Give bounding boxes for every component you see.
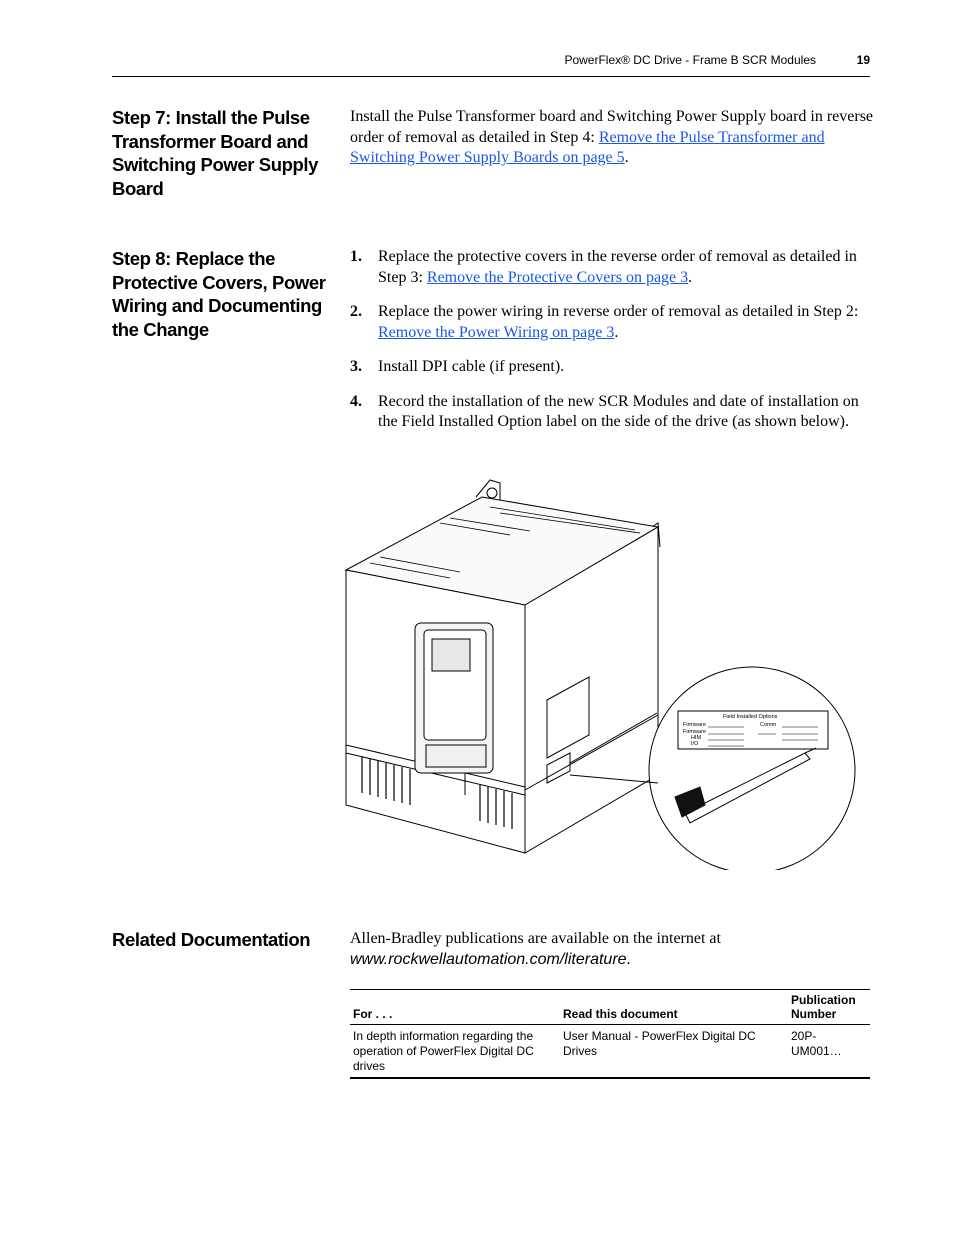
table-cell: 20P-UM001… [788,1025,870,1079]
label-row-firmware: Firmware [683,722,706,728]
label-col-comm: Comm [760,722,777,728]
list-item-text: Record the installation of the new SCR Modules and date of installation on the Field Installed Option label on the side of the drive (as shown below). [378,392,859,430]
label-title: Field Installed Options [723,714,778,720]
related-doc-text-end: . [626,950,631,968]
header-title: PowerFlex® DC Drive - Frame B SCR Modules [564,53,816,67]
label-row-io: I/O [691,741,699,747]
list-item-number: 2. [350,303,362,320]
list-item-text: Replace the power wiring in reverse order of removal as detailed in Step 2: [378,303,859,320]
list-item-number: 3. [350,358,362,375]
related-doc-heading: Related Documentation [112,929,311,950]
column-header-publication-number: Publication Number [788,990,870,1025]
page-number: 19 [856,53,870,67]
list-item-number: 1. [350,248,362,265]
related-doc-paragraph [350,929,875,970]
step7-text-end: . [624,149,629,166]
step8-heading: Step 8: Replace the Protective Covers, Power Wiring and Documenting the Change [112,248,326,340]
table-row [350,1025,870,1079]
publications-table [350,989,870,1079]
column-header-document: Read this document [560,990,788,1025]
page-header [112,52,870,77]
step8-list [350,247,875,447]
list-item-text-end: . [688,268,693,286]
step7-heading: Step 7: Install the Pulse Transformer Board and Switching Power Supply Board [112,107,319,199]
label-row-firmware-2: Firmware [683,729,706,735]
related-doc-text: Allen-Bradley publications are available on the internet at [350,930,721,947]
label-row-him: HIM [691,735,702,741]
step7-text: Install the Pulse Transformer board and Switching Power Supply board in reverse order of removal as detailed in Step 4: [350,108,874,146]
list-item-link[interactable]: Remove the Power Wiring on page 3 [378,323,615,341]
list-item-text: Install DPI cable (if present). [378,358,565,375]
list-item [350,357,875,378]
literature-site[interactable]: www.rockwellautomation.com/literature [350,950,627,968]
table-cell: In depth information regarding the operation of PowerFlex Digital DC drives [350,1025,560,1079]
list-item-number: 4. [350,392,362,410]
list-item-text: Replace the protective covers in the reverse order of removal as detailed in Step 3: [378,248,857,286]
table-cell: User Manual - PowerFlex Digital DC Drives [560,1025,788,1079]
drive-label-illustration [340,475,860,870]
step7-paragraph [350,107,875,169]
column-header-for: For . . . [350,990,560,1025]
list-item-link[interactable]: Remove the Protective Covers on page 3 [426,268,689,286]
list-item [350,302,875,343]
list-item [350,392,875,433]
list-item-text-end: . [614,323,619,341]
list-item [350,247,875,288]
step7-link[interactable]: Remove the Pulse Transformer and Switching Power Supply Boards on page 5 [350,128,825,166]
